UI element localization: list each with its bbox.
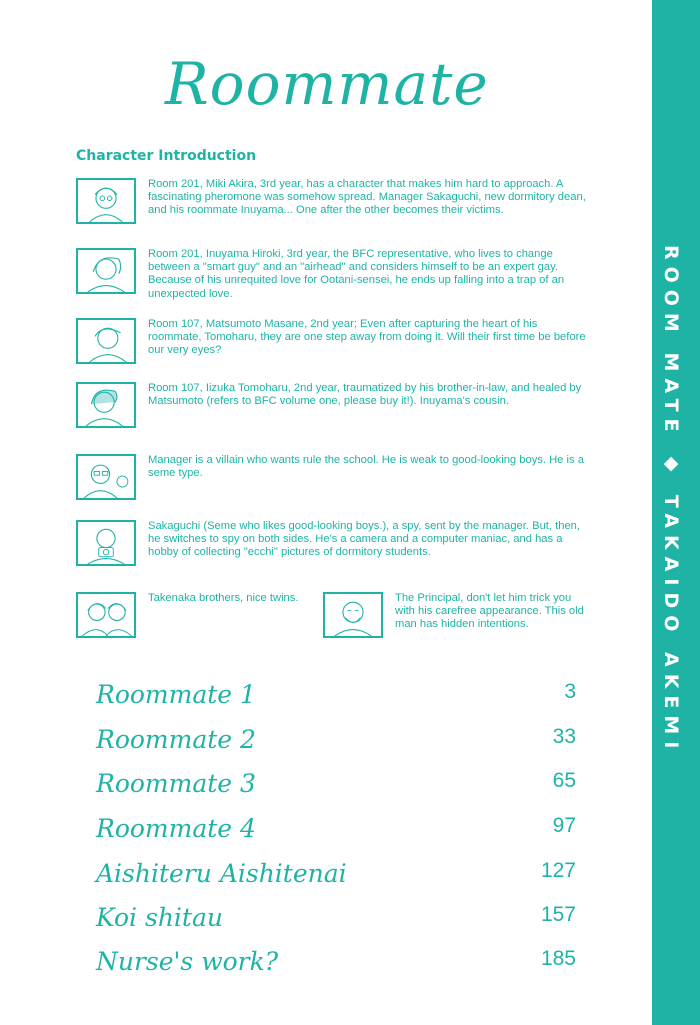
toc-entry <box>96 769 576 805</box>
toc-entry <box>96 725 576 761</box>
character-entry <box>76 454 588 500</box>
character-portrait-icon <box>76 248 136 294</box>
toc-title: Roommate 3 <box>96 769 256 798</box>
character-entry <box>76 318 588 364</box>
toc-page-number: 157 <box>540 903 576 926</box>
character-entry <box>76 178 588 224</box>
toc-title: Roommate 1 <box>96 680 256 709</box>
character-entry <box>323 592 585 638</box>
character-portrait-icon <box>76 520 136 566</box>
character-entry <box>76 592 308 638</box>
character-description: Room 201, Miki Akira, 3rd year, has a character that makes him hard to approach. A fascinating pheromone was somehow spread. Manager Sakaguchi, new dormitory dean, and his roommate Inuyama... One after the other becomes their victims. <box>148 178 586 217</box>
toc-entry <box>96 859 576 895</box>
section-heading: Character Introduction <box>76 148 257 164</box>
spine-text: ROOM MATE ◆ TAKAIDO AKEMI <box>660 244 682 756</box>
character-entry <box>76 382 588 428</box>
toc-page-number: 97 <box>552 814 576 837</box>
character-description: Takenaka brothers, nice twins. <box>148 592 299 604</box>
toc-page-number: 185 <box>540 947 576 970</box>
character-description: Room 107, Iizuka Tomoharu, 2nd year, traumatized by his brother-in-law, and healed by Matsumoto (refers to BFC volume one, please buy it!). Inuyama's cousin. <box>148 382 582 408</box>
character-description: The Principal, don't let him trick you with his carefree appearance. This old man has hidden intentions. <box>395 592 584 631</box>
spine-label <box>652 180 700 820</box>
toc-entry <box>96 680 576 716</box>
character-entry <box>76 248 588 301</box>
toc-title: Koi shitau <box>96 903 223 932</box>
character-portrait-icon <box>76 592 136 638</box>
character-portrait-icon <box>76 178 136 224</box>
character-portrait-icon <box>76 454 136 500</box>
character-description: Room 201, Inuyama Hiroki, 3rd year, the BFC representative, who lives to change between a "smart guy" and an "airhead" and considers himself to be an expert gay. Because of his unrequited love for Ootani-sensei, he ends up falling into a trap of an unexpected love. <box>148 248 565 300</box>
character-description: Sakaguchi (Seme who likes good-looking boys.), a spy, sent by the manager. But, then, he switches to spy on both sides. He's a camera and a computer maniac, and has a hobby of collecting "ecchi" pictures of dormitory students. <box>148 520 580 559</box>
toc-title: Aishiteru Aishitenai <box>96 859 347 888</box>
toc-entry <box>96 814 576 850</box>
toc-title: Roommate 4 <box>96 814 256 843</box>
toc-page-number: 65 <box>552 769 576 792</box>
character-portrait-icon <box>76 382 136 428</box>
character-description: Room 107, Matsumoto Masane, 2nd year; Even after capturing the heart of his roommate, Tomoharu, they are one step away from doing it. Will their first time be before our very eyes? <box>148 318 586 357</box>
toc-title: Nurse's work? <box>96 947 279 976</box>
toc-title: Roommate 2 <box>96 725 256 754</box>
toc-page-number: 127 <box>540 859 576 882</box>
character-portrait-icon <box>323 592 383 638</box>
toc-page-number: 3 <box>564 680 576 703</box>
page-title: Roommate <box>165 50 489 118</box>
character-entry <box>76 520 588 566</box>
toc-entry <box>96 947 576 983</box>
toc-entry <box>96 903 576 939</box>
toc-page-number: 33 <box>552 725 576 748</box>
character-portrait-icon <box>76 318 136 364</box>
character-description: Manager is a villain who wants rule the school. He is weak to good-looking boys. He is a seme type. <box>148 454 584 480</box>
